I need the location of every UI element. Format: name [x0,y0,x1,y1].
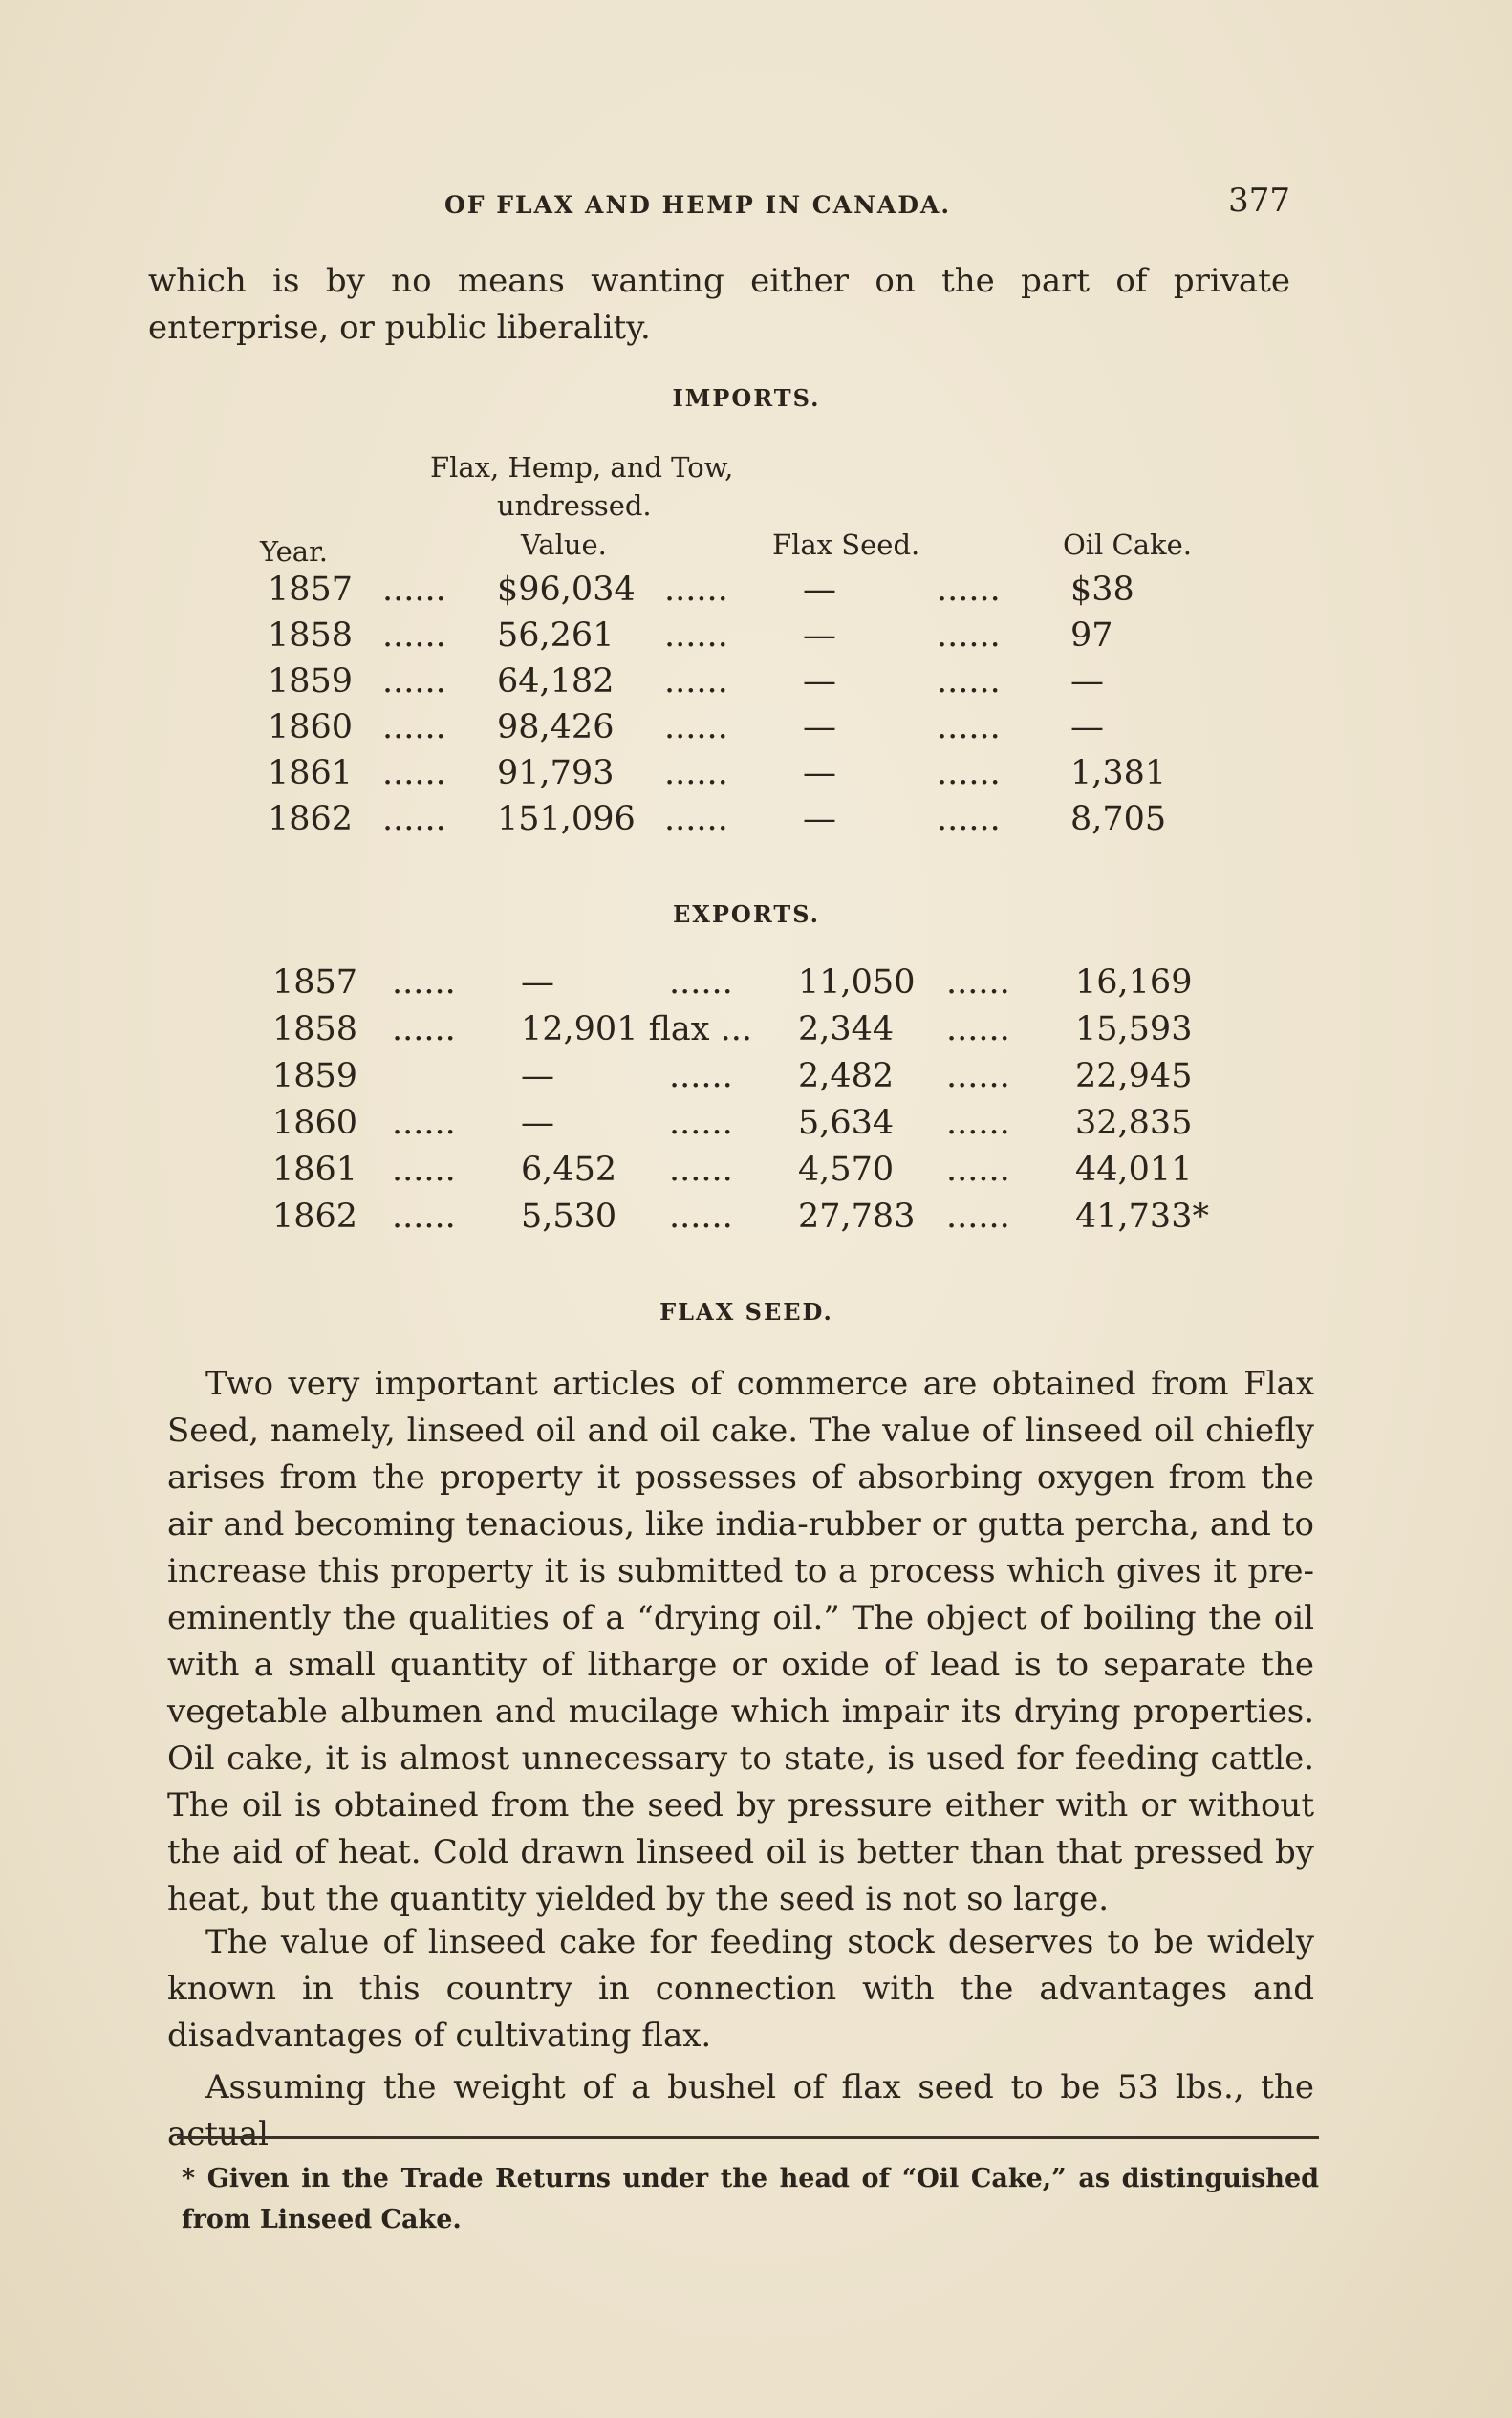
value-cell: $96,034 [497,571,636,609]
oil-cake-cell: 1,381 [1070,754,1167,792]
leader-dots: ...... [382,571,446,609]
leader-dots: ...... [664,571,728,609]
value-cell: 151,096 [497,800,636,838]
page-number: 377 [1228,182,1290,220]
leader-dots: ...... [669,1057,733,1095]
exports-row [0,963,1512,1009]
oil-cake-cell: 22,945 [1075,1057,1193,1095]
running-title: OF FLAX AND HEMP IN CANADA. [444,191,952,219]
imports-col-year: Year. [260,535,328,568]
leader-dots: ...... [392,1198,456,1236]
flax-seed-cell: — [803,571,836,609]
oil-cake-cell: 15,593 [1075,1010,1193,1048]
year-cell: 1860 [272,1104,358,1142]
leader-dots: ...... [946,1010,1010,1048]
oil-cake-cell: — [1070,708,1104,746]
value-cell: 91,793 [497,754,615,792]
flax-seed-paragraph-3: Assuming the weight of a bushel of flax seed to be 53 lbs., the actual [167,2068,1314,2153]
exports-row [0,1198,1512,1243]
flax-seed-cell: 4,570 [798,1151,895,1189]
imports-col-flax-seed: Flax Seed. [772,529,920,561]
imports-row [0,616,1512,662]
leader-dots: ...... [937,800,1001,838]
flax-seed-cell: 2,482 [798,1057,895,1095]
flax-seed-cell: — [803,708,836,746]
flax-seed-cell: — [803,662,836,701]
leader-dots: ...... [946,963,1010,1002]
value-cell: 5,530 [521,1198,617,1236]
year-cell: 1862 [272,1198,358,1236]
year-cell: 1860 [268,708,354,746]
leader-dots: ...... [669,1198,733,1236]
leader-dots: ...... [937,571,1001,609]
flax-seed-cell: 5,634 [798,1104,895,1142]
flax-seed-cell: — [803,616,836,655]
oil-cake-cell: 32,835 [1075,1104,1193,1142]
exports-row [0,1010,1512,1056]
value-cell: — [521,1057,554,1095]
value-cell: — [521,963,554,1002]
oil-cake-cell: 16,169 [1075,963,1193,1002]
flax-seed-cell: 2,344 [798,1010,895,1048]
imports-row [0,708,1512,754]
leader-dots: ...... [937,616,1001,655]
oil-cake-cell: $38 [1070,571,1134,609]
value-cell: 6,452 [521,1151,617,1189]
oil-cake-cell: — [1070,662,1104,701]
leader-dots: ...... [382,616,446,655]
imports-col-fht: Flax, Hemp, and Tow, [430,451,734,484]
leader-dots: ...... [382,800,446,838]
imports-col-value: Value. [521,529,607,561]
leader-dots: ...... [946,1198,1010,1236]
exports-row [0,1151,1512,1197]
leader-dots: ...... [946,1151,1010,1189]
year-cell: 1857 [272,963,358,1002]
value-cell: 64,182 [497,662,615,701]
flax-seed-cell: — [803,800,836,838]
flax-seed-cell: 11,050 [798,963,916,1002]
intro-paragraph: which is by no means wanting either on the part of private enterprise, or public liberality. [148,262,1290,347]
imports-row [0,754,1512,800]
leader-dots: ...... [664,662,728,701]
leader-dots: ...... [392,1151,456,1189]
leader-dots: ...... [392,1010,456,1048]
imports-col-fht-undressed: undressed. [497,489,652,522]
year-cell: 1858 [272,1010,358,1048]
imports-row [0,571,1512,616]
leader-dots: ...... [669,1151,733,1189]
leader-dots: ...... [946,1104,1010,1142]
oil-cake-cell: 41,733* [1075,1198,1209,1236]
exports-row [0,1057,1512,1103]
oil-cake-cell: 8,705 [1070,800,1167,838]
imports-col-oil-cake: Oil Cake. [1063,529,1192,561]
flax-seed-paragraph-2: The value of linseed cake for feeding stock deserves to be widely known in this country in connection with the advantages and disadvantages of cultivating flax. [167,1923,1314,2055]
value-cell: 56,261 [497,616,615,655]
leader-dots: ...... [946,1057,1010,1095]
year-cell: 1859 [272,1057,358,1095]
leader-dots: ...... [669,963,733,1002]
page-header [153,182,1300,229]
leader-dots: ...... [937,662,1001,701]
year-cell: 1857 [268,571,354,609]
flax-seed-cell: 27,783 [798,1198,916,1236]
imports-row [0,662,1512,708]
year-cell: 1858 [268,616,354,655]
leader-dots: ...... [664,754,728,792]
imports-title: IMPORTS. [672,384,821,412]
year-cell: 1861 [268,754,354,792]
flax-seed-title: FLAX SEED. [659,1298,833,1326]
footnote: * Given in the Trade Returns under the head of “Oil Cake,” as distinguished from Linseed Cake. [182,2164,1319,2234]
leader-dots: ...... [382,708,446,746]
leader-dots: ...... [937,754,1001,792]
value-cell: 98,426 [497,708,615,746]
value-cell: — [521,1104,554,1142]
leader-dots: ...... [669,1104,733,1142]
year-cell: 1862 [268,800,354,838]
year-cell: 1859 [268,662,354,701]
footnote-rule [177,2136,1319,2139]
exports-row [0,1104,1512,1150]
year-cell: 1861 [272,1151,358,1189]
flax-seed-paragraph-1: Two very important articles of commerce are obtained from Flax Seed, namely, linseed oil and oil cake. The value of linseed oil chiefly arises from the property it possesses of absorbing oxygen from the air and becoming tenacious, like india-rubber or gutta percha, and to increase this property it is submitted to a process which gives it pre-eminently the qualities of a “drying oil.” The object of boiling the oil with a small quantity of litharge or oxide of lead is to separate the vegetable albumen and mucilage which impair its drying properties. Oil cake, it is almost unnecessary to state, is used for feeding cattle. The oil is obtained from the seed by pressure either with or without the aid of heat. Cold drawn linseed oil is better than that pressed by heat, but the quantity yielded by the seed is not so large. [167,1365,1314,1918]
leader-dots: ...... [382,754,446,792]
leader-dots: ...... [392,963,456,1002]
leader-dots: ...... [382,662,446,701]
imports-row [0,800,1512,846]
leader-dots: ...... [937,708,1001,746]
leader-dots: ...... [664,708,728,746]
leader-dots: ...... [392,1104,456,1142]
oil-cake-cell: 97 [1070,616,1113,655]
exports-title: EXPORTS. [672,900,821,928]
oil-cake-cell: 44,011 [1075,1151,1193,1189]
leader-dots: ...... [664,800,728,838]
flax-seed-cell: — [803,754,836,792]
value-cell: 12,901 flax ... [521,1010,753,1048]
leader-dots: ...... [664,616,728,655]
